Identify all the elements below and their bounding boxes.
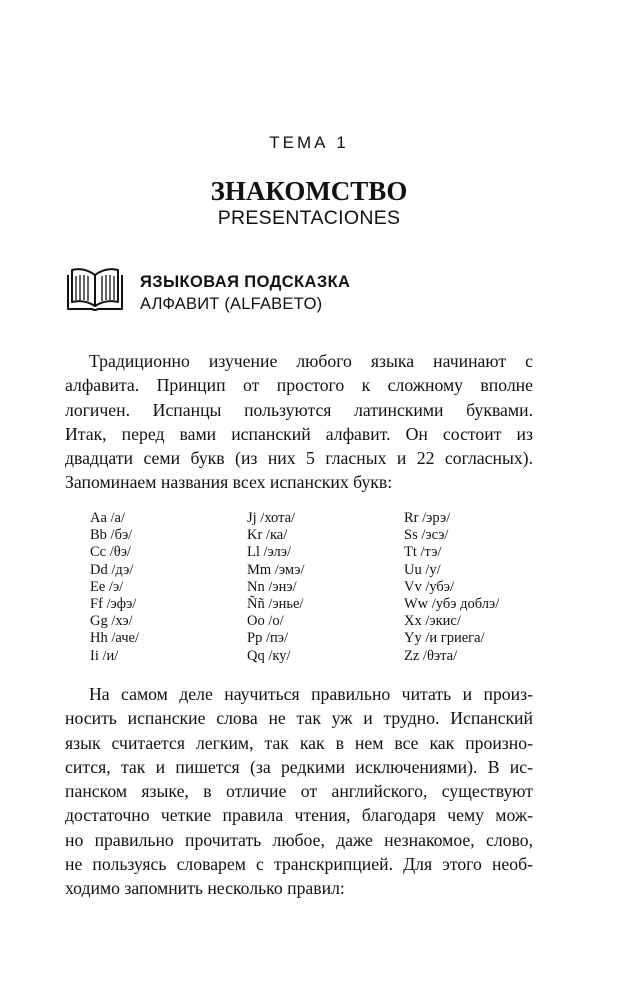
alphabet-entry: Ee /э/ (90, 578, 124, 595)
alphabet-entry: Jj /хота/ (247, 510, 296, 526)
paragraph-line: алфавита. Принцип от простого к сложному вполне (65, 375, 533, 396)
paragraph-line: Традиционно изучение любого языка начинают с (89, 351, 533, 371)
alphabet-entry: Qq /ку/ (247, 647, 291, 664)
alphabet-entry: Gg /хэ/ (90, 613, 133, 630)
alphabet-entry: Xx /экис/ (404, 613, 461, 630)
paragraph-line: двадцати семи букв (из них 5 гласных и 22 согласных). (65, 448, 533, 469)
alphabet-column-3 (404, 510, 499, 665)
paragraph-line: не пользуясь словарем с транскрипцией. Для этого необ- (65, 854, 533, 875)
alphabet-entry: Ww /убэ доблэ/ (404, 595, 500, 612)
paragraph-line: но правильно прочитать любое, даже незнакомое, слово, (65, 829, 533, 850)
hint-subheading: АЛФАВИТ (ALFABETO) (140, 295, 323, 313)
paragraph-line: сится, так и пишется (за редкими исключениями). В ис- (65, 756, 533, 777)
paragraph-line: Запоминаем названия всех испанских букв: (65, 472, 393, 493)
alphabet-entry: Yy /и гриега/ (404, 630, 485, 647)
paragraph-line: носить испанские слова не так уж и трудно. Испанский (65, 708, 533, 729)
paragraph-line: Итак, перед вами испанский алфавит. Он состоит из (65, 423, 533, 444)
alphabet-entry: Pp /пэ/ (247, 630, 288, 647)
alphabet-entry: Tt /тэ/ (404, 544, 442, 561)
paragraph-line: ходимо запомнить несколько правил: (65, 878, 345, 899)
alphabet-entry: Bb /бэ/ (90, 527, 133, 544)
intro-paragraph (65, 349, 533, 495)
page-title: ЗНАКОМСТВО (210, 176, 408, 206)
alphabet-entry: Vv /убэ/ (404, 578, 455, 595)
alphabet-entry: Hh /аче/ (90, 630, 139, 647)
alphabet-entry: Nn /энэ/ (247, 578, 297, 595)
alphabet-entry: Ff /эфэ/ (90, 595, 137, 612)
open-book-icon (66, 267, 124, 313)
alphabet-entry: Rr /эрэ/ (404, 510, 451, 526)
alphabet-entry: Oo /о/ (247, 613, 284, 630)
hint-heading: ЯЗЫКОВАЯ ПОДСКАЗКА (140, 273, 351, 291)
alphabet-column-2 (247, 510, 305, 665)
paragraph-line: На самом деле научиться правильно читать и произ- (89, 684, 533, 704)
alphabet-entry: Dd /дэ/ (90, 561, 134, 578)
page-subtitle: PRESENTACIONES (217, 207, 401, 229)
alphabet-entry: Zz /θэта/ (404, 647, 458, 664)
alphabet-entry: Uu /у/ (404, 561, 441, 578)
alphabet-entry: Ll /элэ/ (247, 544, 291, 561)
alphabet-column-1 (90, 510, 139, 665)
alphabet-entry: Ññ /энье/ (247, 595, 304, 612)
alphabet-entry: Mm /эмэ/ (247, 561, 305, 578)
alphabet-entry: Ss /эсэ/ (404, 527, 449, 544)
paragraph-line: язык считается легким, так как в нем все как произно- (65, 732, 533, 753)
alphabet-entry: Ii /и/ (90, 647, 119, 664)
paragraph-line: логичен. Испанцы пользуются латинскими буквами. (65, 399, 533, 420)
alphabet-entry: Aa /а/ (90, 510, 126, 526)
paragraph-line: панском языке, в отличие от английского, существуют (65, 781, 533, 802)
paragraph-line: достаточно четкие правила чтения, благодаря чему мож- (65, 805, 533, 826)
alphabet-entry: Cc /θэ/ (90, 544, 131, 561)
alphabet-entry: Kr /ка/ (247, 527, 288, 544)
rules-paragraph (65, 682, 533, 901)
theme-label: ТЕМА 1 (269, 133, 349, 152)
